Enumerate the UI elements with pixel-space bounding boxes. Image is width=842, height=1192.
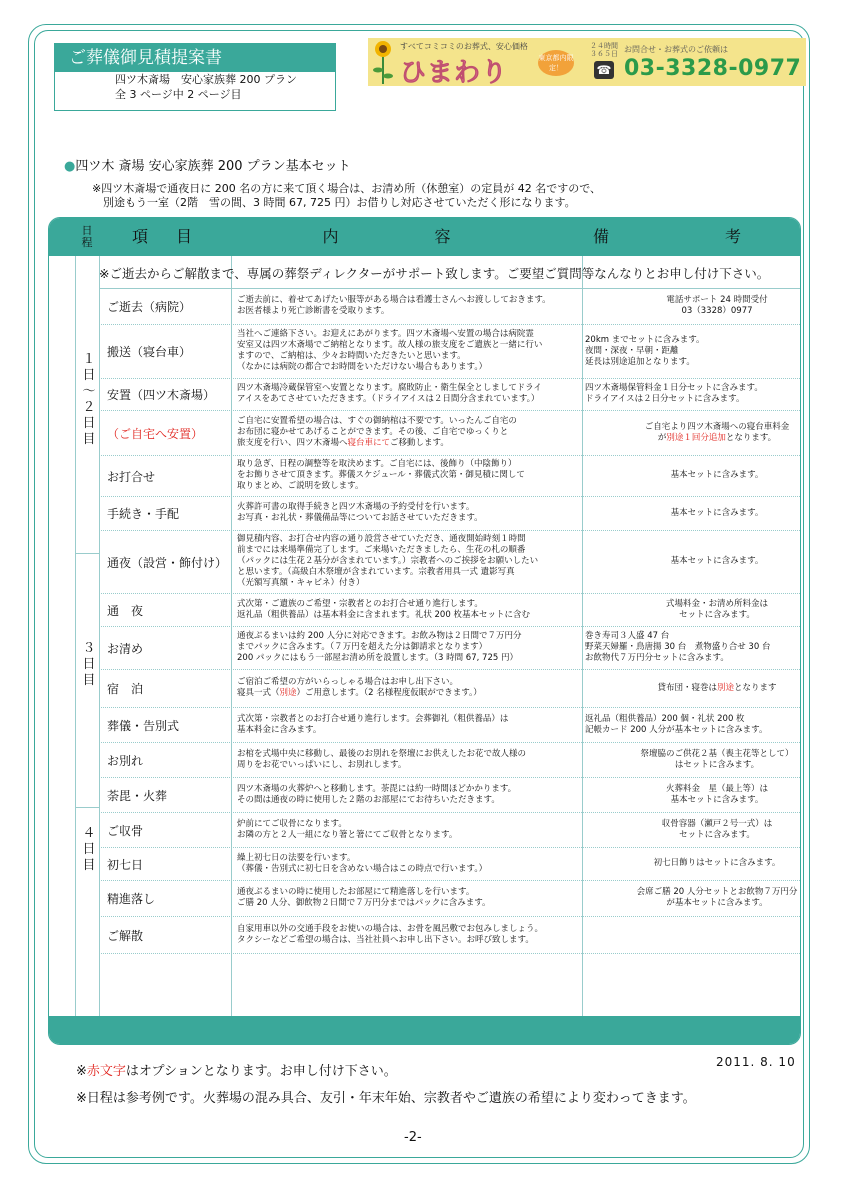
row-separator <box>99 707 801 708</box>
header-content: 内 容 <box>322 227 491 246</box>
day-label: ４ 日 目 <box>82 826 96 873</box>
row-separator <box>99 626 801 627</box>
row-separator <box>99 455 801 456</box>
company-logo: ひまわり <box>400 58 509 88</box>
section-title: ●四ツ木 斎場 安心家族葬 200 プラン基本セット <box>64 159 351 174</box>
document-title-box <box>54 43 336 111</box>
phone-number[interactable]: 03-3328-0977 <box>624 56 802 81</box>
support-note: ※ご逝去からご解散まで、専属の葬祭ディレクターがサポート致します。ご要望ご質問等なんなりとお申し付け下さい。 <box>99 266 770 281</box>
day-label: １ 日 ～ ２ 日 目 <box>82 352 96 447</box>
document-date: 2011. 8. 10 <box>716 1055 796 1069</box>
document-title: ご葬儀御見積提案書 <box>55 44 335 72</box>
row-remarks: 基本セットに含みます。 <box>670 507 764 518</box>
row-item-label: ご収骨 <box>107 823 144 838</box>
row-separator <box>99 593 801 594</box>
row-separator <box>99 530 801 531</box>
row-content: 通夜ぶるまいは約 200 人分に対応できます。お飲み物は２日間で７万円分 までパックに含みます。（７万円を超えた分は御請求となります） 200 パックにはもう一部屋お清め所を設置します。（3 時間 67, 725 円） <box>237 631 522 663</box>
row-remarks: 巻き寿司３人盛 47 台 野菜天婦羅・鳥唐揚 30 台 煮物盛り合せ 30 台 お飲物代７万円分セットに含みます。 <box>585 631 771 663</box>
row-content: 取り急ぎ、日程の調整等を取決めます。ご自宅には、後飾り（中陰飾り） をお飾りさせて頂きます。葬儀スケジュール・葬儀式次第・御見積に関して 取りまとめ、ご説明を致します。 <box>237 459 525 491</box>
day-separator <box>75 807 99 808</box>
row-item-label: 通夜（設営・飾付け） <box>107 555 228 570</box>
row-content: 式次第・ご遺族のご希望・宗教者とのお打合せ通り進行します。 返礼品（粗供養品）は基本料金に含まれます。礼状 200 枚基本セットに含む <box>237 598 530 620</box>
row-separator <box>99 777 801 778</box>
row-content: 当社へご連絡下さい。お迎えにあがります。四ツ木斎場へ安置の場合は病院霊 安室又は四ツ木斎場でご納棺となります。故人様の旅支度をご遺族と一緒に行い ますので、ご納棺は、少々お時間いただきたいと思います。 （なかには病院の都合でお時間をいただけない場合もあります。） <box>237 329 543 372</box>
row-content: 炉前にてご収骨になります。 お隣の方と２人一組になり箸と箸にてご収骨となります。 <box>237 818 458 840</box>
row-separator <box>99 812 801 813</box>
row-remarks: 式場料金・お清め所料金は セットに含みます。 <box>665 598 768 620</box>
row-content: 御見積内容、お打合せ内容の通り設営させていただき、通夜開始時刻１時間 前までには来場準備完了します。ご来場いただきましたら、生花の札の順番 （パックには生花２基分が含まれています。）宗教者へのご挨拶をお願いしたい と思います。（高級白木祭壇が含まれています。宗教者用具一式 遺影写真 （光額写真額・キャビネ）付き） <box>237 534 539 588</box>
row-item-label: 精進落し <box>107 892 156 906</box>
table-body <box>49 256 800 1016</box>
row-content: 四ツ木斎場冷蔵保管室へ安置となります。腐敗防止・衛生保全としましてドライ アイスをあてさせていただきます。（ドライアイスは２日間分含まれています。） <box>237 383 542 404</box>
ad-tagline: すべてコミコミのお葬式、安心価格 <box>400 42 528 51</box>
page-number: -2- <box>404 1130 422 1145</box>
company-ad-banner <box>368 38 806 86</box>
row-content: ご自宅に安置希望の場合は、すぐの御納棺は不要です。いったんご自宅の お布団に寝かせてあげることができます。その後、ご自宅でゆっくりと 旅支度を行い、四ツ木斎場へ寝台車にてご移動します。 <box>237 416 517 448</box>
row-item-label: （ご自宅へ安置） <box>107 426 204 441</box>
row-content: 式次第・宗教者とのお打合せ通り進行します。会葬御礼（粗供養品）は 基本料金に含みます。 <box>237 713 509 735</box>
row-remarks: 貸布団・寝巻は別途となります <box>657 682 777 693</box>
row-separator <box>99 916 801 917</box>
row-remarks: 返礼品（粗供養品）200 個・礼状 200 枚 記帳カード 200 人分が基本セットに含みます。 <box>585 713 768 735</box>
row-item-label: お清め <box>107 641 144 656</box>
row-item-label: 初七日 <box>107 857 144 872</box>
option-note: ※赤文字はオプションとなります。お申し付け下さい。 <box>76 1064 397 1079</box>
row-item-label: お打合せ <box>107 469 156 484</box>
row-separator <box>99 953 801 954</box>
header-remarks: 備 考 <box>592 227 791 246</box>
row-remarks: 収骨容器（瀬戸２号一式）は セットに含みます。 <box>661 818 773 840</box>
row-separator <box>99 324 801 325</box>
row-item-label: ご逝去（病院） <box>107 300 192 314</box>
row-remarks: 四ツ木斎場保管料金１日分セットに含みます。 ドライアイスは２日分セットに含みます。 <box>585 383 763 404</box>
row-separator <box>99 669 801 670</box>
row-item-label: 安置（四ツ木斎場） <box>107 388 216 402</box>
row-content: ご逝去前に、着せてあげたい服等がある場合は看護士さんへお渡ししておきます。 お医者様より死亡診断書を受取ります。 <box>237 295 551 316</box>
row-remarks: ご自宅より四ツ木斎場への寝台車料金 が別途１回分追加となります。 <box>644 421 790 443</box>
row-item-label: 手続き・手配 <box>107 507 180 521</box>
row-remarks: 初七日飾りはセットに含みます。 <box>653 858 781 868</box>
phone-icon: ☎ <box>594 61 614 79</box>
header-day: 日 程 <box>81 224 93 249</box>
table-footer-bar <box>49 1016 800 1045</box>
contact-label: お問合せ・お葬式のご依頼は <box>624 45 728 54</box>
hours-label: ２４時間 ３６５日 <box>590 42 618 58</box>
row-content: 火葬許可書の取得手続きと四ツ木斎場の予約受付を行います。 お写真・お礼状・葬儀備品等についてお話させていただきます。 <box>237 502 483 523</box>
row-item-label: 搬送（寝台車） <box>107 345 192 359</box>
row-remarks: 会席ご膳 20 人分セットとお飲物７万円分 が基本セットに含みます。 <box>636 887 798 908</box>
sunflower-icon <box>372 40 394 84</box>
row-separator <box>99 847 801 848</box>
row-item-label: 葬儀・告別式 <box>107 718 180 733</box>
plan-name: 四ツ木斎場 安心家族葬 200 プラン <box>115 73 297 86</box>
bullet-icon: ● <box>64 159 76 174</box>
row-separator <box>99 880 801 881</box>
row-item-label: 荼毘・火葬 <box>107 788 168 803</box>
row-separator <box>99 288 801 289</box>
schedule-note: ※日程は参考例です。火葬場の混み具合、友引・年末年始、宗教者やご遺族の希望により変わってきます。 <box>76 1091 696 1106</box>
row-item-label: ご解散 <box>107 928 144 943</box>
plan-table <box>48 217 801 1045</box>
row-remarks: 基本セットに含みます。 <box>670 470 764 480</box>
row-remarks: 電話サポート 24 時間受付 03（3328）0977 <box>666 295 768 316</box>
row-remarks: 20km までセットに含みます。 夜間・深夜・早朝・距離 延長は別途追加となります。 <box>585 334 705 367</box>
day-label: ３ 日 目 <box>82 641 96 688</box>
row-content: お棺を式場中央に移動し、最後のお別れを祭壇にお供えしたお花で故人様の 周りをお花でいっぱいにし、お別れします。 <box>237 748 527 770</box>
row-item-label: 通 夜 <box>107 603 144 618</box>
row-content: 自家用車以外の交通手段をお使いの場合は、お骨を風呂敷でお包みしましょう。 タクシーなどご希望の場合は、当社社員へお申し出下さい。お呼び致します。 <box>237 923 544 945</box>
row-content: ご宿泊ご希望の方がいらっしゃる場合はお申し出下さい。 寝具一式（別途）ご用意します。（2 名様程度仮眠ができます。） <box>237 677 482 698</box>
row-separator <box>99 742 801 743</box>
day-separator <box>75 553 99 554</box>
page-count: 全 3 ページ中 2 ページ目 <box>115 88 242 101</box>
row-remarks: 基本セットに含みます。 <box>670 556 764 566</box>
row-content: 四ツ木斎場の火葬炉へと移動します。荼毘には約一時間ほどかかります。 その間は通夜の時に使用した２階のお部屋にてお待ちいただきます。 <box>237 783 517 805</box>
row-separator <box>99 410 801 411</box>
section-note: ※四ツ木斎場で通夜日に 200 名の方に来て頂く場合は、お清め所（休憩室）の定員が 42 名ですので、 別途もう一室（2階 雪の間、3 時間 67, 725 円）お借りし対応させていただく形になります。 <box>92 182 601 209</box>
row-remarks: 祭壇脇のご供花２基（喪主花等として） はセットに含みます。 <box>640 748 794 770</box>
row-item-label: 宿 泊 <box>107 682 144 696</box>
table-header <box>49 218 800 256</box>
row-separator <box>99 378 801 379</box>
row-content: 通夜ぶるまいの時に使用したお部屋にて精進落しを行います。 ご膳 20 人分、御飲物２日間で７万円分まではパックに含みます。 <box>237 887 491 908</box>
row-item-label: お別れ <box>107 753 144 768</box>
tokyo-only-badge: 東京都内限定！ <box>538 50 574 76</box>
header-item: 項 目 <box>131 227 198 246</box>
row-remarks: 火葬料金 星（最上等）は 基本セットに含みます。 <box>665 783 768 805</box>
row-separator <box>99 496 801 497</box>
row-content: 繰上初七日の法要を行います。 （葬儀・告別式に初七日を含めない場合はこの時点で行います。） <box>237 852 488 874</box>
